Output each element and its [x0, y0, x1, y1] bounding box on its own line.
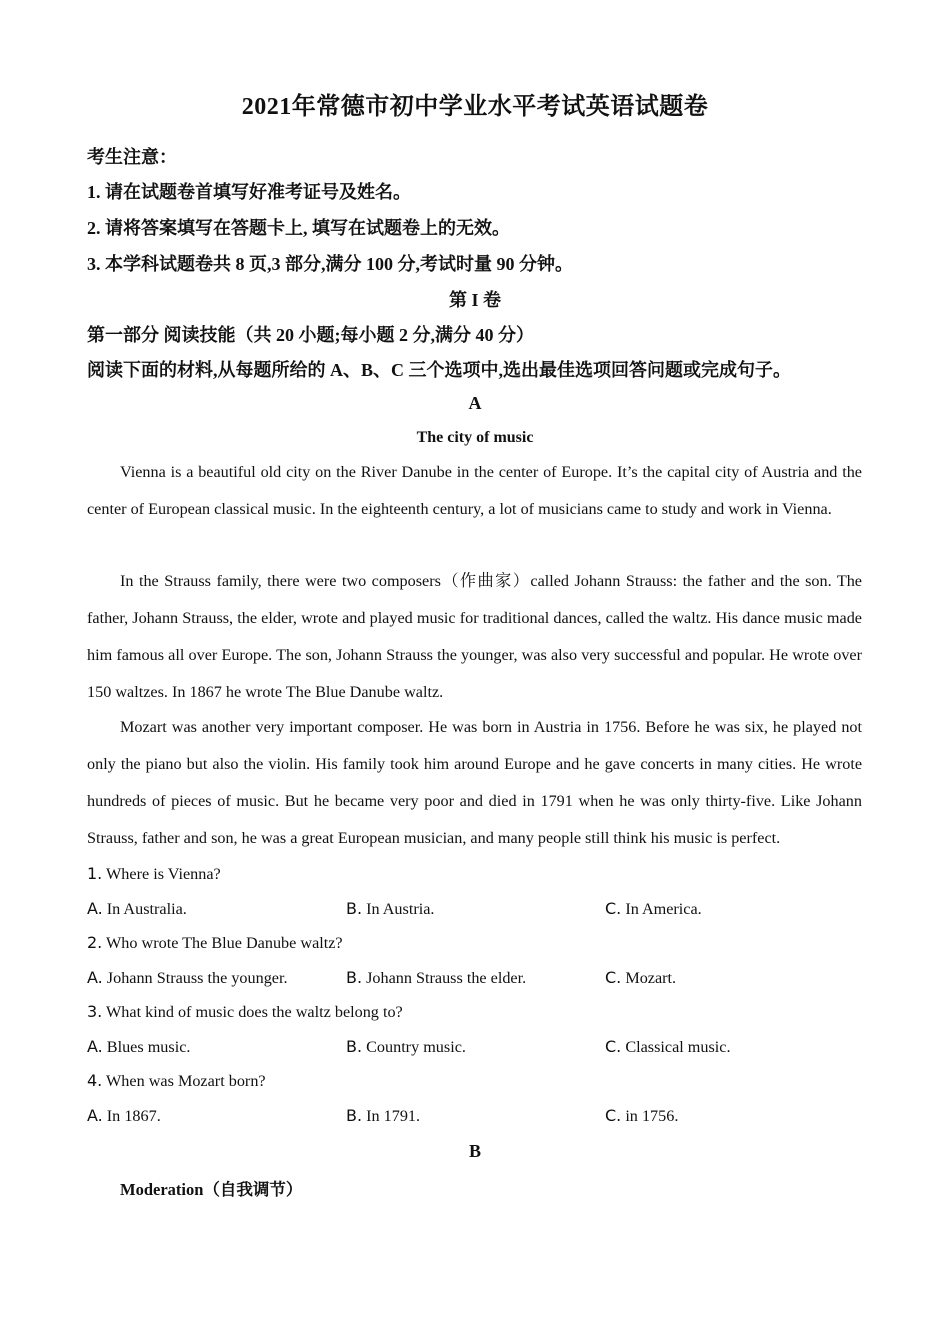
question-4-option-b: B. In 1791.	[346, 1106, 421, 1125]
notice-heading: 考生注意：	[87, 147, 177, 167]
question-1-option-b: B. In Austria.	[346, 899, 435, 918]
question-1-option-c: C. In America.	[605, 899, 702, 918]
passage-paragraph-1: Vienna is a beautiful old city on the River Danube in the center of Europe. It’s the capital city of Austria and the center of European classical music. In the eighteenth century, a lot of musicians came to study and work in Vienna.	[87, 463, 862, 518]
question-4-option-c: C. in 1756.	[605, 1106, 679, 1125]
question-number: 4.	[87, 1071, 103, 1090]
question-text: Where is Vienna?	[106, 865, 221, 883]
passage-paragraph-2: In the Strauss family, there were two composers（作曲家）called Johann Strauss: the father and the son. The father, Johann Strauss, the elder, wrote and played music for traditional dances, called the waltz. His dance music made him famous all over Europe. The son, Johann Strauss the younger, was also very successful and popular. He wrote over 150 waltzes. In 1867 he wrote The Blue Danube waltz.	[87, 572, 862, 701]
notice-item-1: 1. 请在试题卷首填写好准考证号及姓名。	[87, 182, 411, 202]
section-b-title: Moderation（自我调节）	[120, 1180, 303, 1199]
question-text: What kind of music does the waltz belong to?	[106, 1003, 403, 1021]
question-2	[87, 933, 343, 953]
question-3-option-a: A. Blues music.	[87, 1037, 191, 1056]
section-a-title: The city of music	[416, 429, 534, 446]
exam-title: 2021年常德市初中学业水平考试英语试题卷	[241, 94, 709, 120]
volume-heading: 第 I 卷	[448, 290, 501, 310]
question-4-option-a: A. In 1867.	[87, 1106, 161, 1125]
section-b-letter: B	[468, 1141, 481, 1161]
notice-item-3: 3. 本学科试题卷共 8 页,3 部分,满分 100 分,考试时量 90 分钟。	[87, 254, 573, 274]
question-text: When was Mozart born?	[106, 1072, 266, 1090]
question-number: 2.	[87, 933, 103, 952]
question-2-option-b: B. Johann Strauss the elder.	[346, 968, 527, 987]
passage-paragraph-3: Mozart was another very important composer. He was born in Austria in 1756. Before he was six, he played not only the piano but also the violin. His family took him around Europe and he gave concerts in many cities. He wrote hundreds of pieces of music. But he became very poor and died in 1791 when he was only thirty-five. Like Johann Strauss, father and son, he was a great European musician, and many people still think his music is perfect.	[87, 718, 862, 847]
question-2-option-c: C. Mozart.	[605, 968, 677, 987]
question-3-option-b: B. Country music.	[346, 1037, 466, 1056]
notice-item-2: 2. 请将答案填写在答题卡上, 填写在试题卷上的无效。	[87, 218, 510, 238]
question-1	[87, 864, 221, 884]
part-one-heading: 第一部分 阅读技能（共 20 小题;每小题 2 分,满分 40 分）	[87, 325, 534, 345]
question-3-option-c: C. Classical music.	[605, 1037, 731, 1056]
instruction-text: 阅读下面的材料,从每题所给的 A、B、C 三个选项中,选出最佳选项回答问题或完成句子。	[87, 360, 792, 380]
question-4	[87, 1071, 266, 1091]
question-2-option-a: A. Johann Strauss the younger.	[87, 968, 288, 987]
question-3	[87, 1002, 403, 1022]
question-number: 1.	[87, 864, 103, 883]
section-a-letter: A	[468, 393, 482, 413]
question-text: Who wrote The Blue Danube waltz?	[106, 934, 343, 952]
question-number: 3.	[87, 1002, 103, 1021]
question-1-option-a: A. In Australia.	[87, 899, 187, 918]
